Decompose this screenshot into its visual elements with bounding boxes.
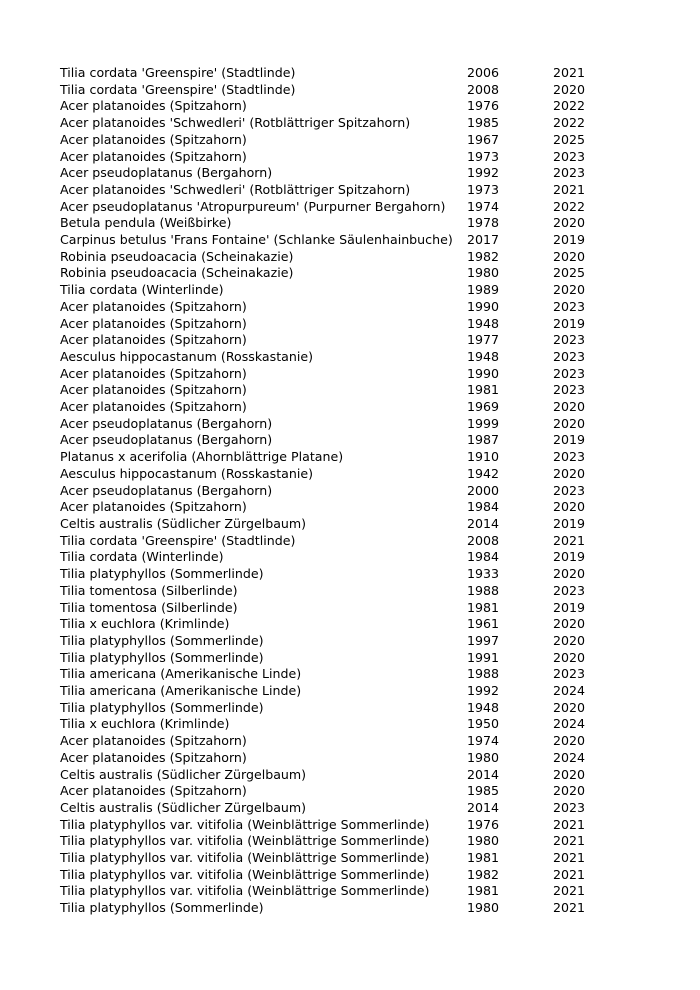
species-cell: Tilia platyphyllos var. vitifolia (Weinblättrige Sommerlinde)	[60, 816, 430, 832]
table-row	[60, 366, 613, 383]
species-cell: Acer platanoides (Spitzahorn)	[60, 783, 247, 799]
table-row	[60, 850, 613, 867]
year-cell: 2023	[553, 582, 586, 598]
table-row	[60, 733, 613, 750]
year-cell: 2022	[553, 98, 586, 114]
year-cell: 2020	[553, 616, 586, 632]
planted-year-cell: 1948	[467, 348, 500, 364]
species-cell: Acer platanoides (Spitzahorn)	[60, 365, 247, 381]
species-cell: Tilia americana (Amerikanische Linde)	[60, 683, 302, 699]
year-cell: 2020	[553, 699, 586, 715]
table-row	[60, 466, 613, 483]
table-row	[60, 633, 613, 650]
year-cell: 2023	[553, 482, 586, 498]
species-cell: Celtis australis (Südlicher Zürgelbaum)	[60, 515, 307, 531]
year-cell: 2022	[553, 198, 586, 214]
table-row	[60, 616, 613, 633]
planted-year-cell: 1948	[467, 699, 500, 715]
table-row	[60, 432, 613, 449]
species-cell: Tilia tomentosa (Silberlinde)	[60, 582, 238, 598]
table-row	[60, 883, 613, 900]
planted-year-cell: 2014	[467, 766, 500, 782]
species-cell: Celtis australis (Südlicher Zürgelbaum)	[60, 766, 307, 782]
year-cell: 2023	[553, 348, 586, 364]
species-cell: Platanus x acerifolia (Ahornblättrige Platane)	[60, 449, 344, 465]
planted-year-cell: 1948	[467, 315, 500, 331]
table-row	[60, 666, 613, 683]
year-cell: 2020	[553, 215, 586, 231]
table-row	[60, 416, 613, 433]
year-cell: 2020	[553, 399, 586, 415]
planted-year-cell: 1997	[467, 632, 500, 648]
table-row	[60, 199, 613, 216]
year-cell: 2021	[553, 532, 586, 548]
species-cell: Tilia cordata 'Greenspire' (Stadtlinde)	[60, 532, 296, 548]
planted-year-cell: 1992	[467, 165, 500, 181]
planted-year-cell: 1982	[467, 248, 500, 264]
planted-year-cell: 1985	[467, 783, 500, 799]
planted-year-cell: 1976	[467, 98, 500, 114]
year-cell: 2019	[553, 315, 586, 331]
planted-year-cell: 1982	[467, 866, 500, 882]
species-cell: Tilia platyphyllos (Sommerlinde)	[60, 900, 264, 916]
species-cell: Tilia x euchlora (Krimlinde)	[60, 616, 230, 632]
table-row	[60, 98, 613, 115]
table-row	[60, 800, 613, 817]
planted-year-cell: 1910	[467, 449, 500, 465]
table-row	[60, 600, 613, 617]
planted-year-cell: 1981	[467, 883, 500, 899]
year-cell: 2021	[553, 65, 586, 80]
year-cell: 2023	[553, 148, 586, 164]
year-cell: 2020	[553, 566, 586, 582]
year-cell: 2021	[553, 900, 586, 916]
species-cell: Tilia platyphyllos (Sommerlinde)	[60, 699, 264, 715]
year-cell: 2020	[553, 632, 586, 648]
table-row	[60, 767, 613, 784]
table-row	[60, 399, 613, 416]
planted-year-cell: 1989	[467, 282, 500, 298]
planted-year-cell: 1969	[467, 399, 500, 415]
table-row	[60, 583, 613, 600]
species-cell: Tilia americana (Amerikanische Linde)	[60, 666, 302, 682]
species-cell: Acer platanoides 'Schwedleri' (Rotblättriger Spitzahorn)	[60, 115, 411, 131]
planted-year-cell: 1990	[467, 365, 500, 381]
year-cell: 2021	[553, 866, 586, 882]
species-cell: Acer pseudoplatanus (Bergahorn)	[60, 432, 273, 448]
year-cell: 2023	[553, 365, 586, 381]
species-cell: Acer platanoides (Spitzahorn)	[60, 332, 247, 348]
year-cell: 2024	[553, 749, 586, 765]
table-row	[60, 700, 613, 717]
planted-year-cell: 1980	[467, 265, 500, 281]
tree-table-body	[60, 65, 613, 917]
table-row	[60, 650, 613, 667]
planted-year-cell: 1990	[467, 298, 500, 314]
table-row	[60, 382, 613, 399]
planted-year-cell: 2008	[467, 532, 500, 548]
tree-table	[60, 65, 613, 917]
table-row	[60, 132, 613, 149]
species-cell: Acer platanoides 'Schwedleri' (Rotblättriger Spitzahorn)	[60, 181, 411, 197]
year-cell: 2021	[553, 181, 586, 197]
year-cell: 2023	[553, 382, 586, 398]
species-cell: Aesculus hippocastanum (Rosskastanie)	[60, 465, 313, 481]
table-row	[60, 683, 613, 700]
year-cell: 2021	[553, 816, 586, 832]
year-cell: 2020	[553, 81, 586, 97]
year-cell: 2025	[553, 131, 586, 147]
planted-year-cell: 2000	[467, 482, 500, 498]
species-cell: Tilia platyphyllos (Sommerlinde)	[60, 632, 264, 648]
species-cell: Tilia platyphyllos var. vitifolia (Weinblättrige Sommerlinde)	[60, 833, 430, 849]
planted-year-cell: 1973	[467, 148, 500, 164]
year-cell: 2021	[553, 833, 586, 849]
planted-year-cell: 1950	[467, 716, 500, 732]
table-row	[60, 249, 613, 266]
species-cell: Acer platanoides (Spitzahorn)	[60, 148, 247, 164]
planted-year-cell: 1974	[467, 198, 500, 214]
planted-year-cell: 1977	[467, 332, 500, 348]
table-row	[60, 349, 613, 366]
planted-year-cell: 1933	[467, 566, 500, 582]
table-row	[60, 265, 613, 282]
year-cell: 2020	[553, 499, 586, 515]
planted-year-cell: 1988	[467, 666, 500, 682]
table-row	[60, 149, 613, 166]
table-row	[60, 716, 613, 733]
year-cell: 2019	[553, 599, 586, 615]
species-cell: Tilia platyphyllos var. vitifolia (Weinblättrige Sommerlinde)	[60, 883, 430, 899]
table-row	[60, 449, 613, 466]
year-cell: 2023	[553, 449, 586, 465]
planted-year-cell: 1961	[467, 616, 500, 632]
species-cell: Tilia tomentosa (Silberlinde)	[60, 599, 238, 615]
table-row	[60, 316, 613, 333]
planted-year-cell: 2017	[467, 232, 500, 248]
species-cell: Celtis australis (Südlicher Zürgelbaum)	[60, 799, 307, 815]
table-row	[60, 232, 613, 249]
planted-year-cell: 2008	[467, 81, 500, 97]
table-row	[60, 817, 613, 834]
year-cell: 2019	[553, 232, 586, 248]
species-cell: Tilia platyphyllos var. vitifolia (Weinblättrige Sommerlinde)	[60, 866, 430, 882]
year-cell: 2020	[553, 649, 586, 665]
table-row	[60, 115, 613, 132]
planted-year-cell: 1974	[467, 733, 500, 749]
species-cell: Acer platanoides (Spitzahorn)	[60, 749, 247, 765]
planted-year-cell: 1976	[467, 816, 500, 832]
year-cell: 2023	[553, 332, 586, 348]
table-row	[60, 783, 613, 800]
planted-year-cell: 1992	[467, 683, 500, 699]
species-cell: Acer platanoides (Spitzahorn)	[60, 98, 247, 114]
species-cell: Tilia platyphyllos var. vitifolia (Weinblättrige Sommerlinde)	[60, 850, 430, 866]
planted-year-cell: 2014	[467, 799, 500, 815]
table-row	[60, 833, 613, 850]
year-cell: 2019	[553, 515, 586, 531]
table-row	[60, 900, 613, 917]
planted-year-cell: 1981	[467, 599, 500, 615]
species-cell: Acer pseudoplatanus (Bergahorn)	[60, 482, 273, 498]
species-cell: Tilia cordata (Winterlinde)	[60, 282, 224, 298]
year-cell: 2023	[553, 298, 586, 314]
year-cell: 2023	[553, 799, 586, 815]
species-cell: Acer platanoides (Spitzahorn)	[60, 399, 247, 415]
planted-year-cell: 1973	[467, 181, 500, 197]
planted-year-cell: 1999	[467, 415, 500, 431]
table-row	[60, 499, 613, 516]
year-cell: 2024	[553, 683, 586, 699]
planted-year-cell: 1980	[467, 833, 500, 849]
year-cell: 2020	[553, 783, 586, 799]
species-cell: Betula pendula (Weißbirke)	[60, 215, 232, 231]
year-cell: 2020	[553, 465, 586, 481]
planted-year-cell: 1984	[467, 499, 500, 515]
species-cell: Acer platanoides (Spitzahorn)	[60, 382, 247, 398]
table-row	[60, 332, 613, 349]
planted-year-cell: 1987	[467, 432, 500, 448]
year-cell: 2023	[553, 666, 586, 682]
species-cell: Acer platanoides (Spitzahorn)	[60, 733, 247, 749]
table-row	[60, 65, 613, 82]
table-row	[60, 549, 613, 566]
species-cell: Robinia pseudoacacia (Scheinakazie)	[60, 248, 294, 264]
year-cell: 2021	[553, 883, 586, 899]
planted-year-cell: 1985	[467, 115, 500, 131]
table-row	[60, 215, 613, 232]
planted-year-cell: 1984	[467, 549, 500, 565]
species-cell: Tilia cordata (Winterlinde)	[60, 549, 224, 565]
species-cell: Tilia platyphyllos (Sommerlinde)	[60, 566, 264, 582]
planted-year-cell: 1942	[467, 465, 500, 481]
species-cell: Acer pseudoplatanus (Bergahorn)	[60, 165, 273, 181]
planted-year-cell: 1978	[467, 215, 500, 231]
species-cell: Acer platanoides (Spitzahorn)	[60, 315, 247, 331]
year-cell: 2023	[553, 165, 586, 181]
table-row	[60, 82, 613, 99]
species-cell: Acer platanoides (Spitzahorn)	[60, 499, 247, 515]
year-cell: 2020	[553, 415, 586, 431]
year-cell: 2024	[553, 716, 586, 732]
species-cell: Tilia x euchlora (Krimlinde)	[60, 716, 230, 732]
year-cell: 2020	[553, 766, 586, 782]
table-row	[60, 165, 613, 182]
planted-year-cell: 1980	[467, 900, 500, 916]
table-row	[60, 750, 613, 767]
species-cell: Carpinus betulus 'Frans Fontaine' (Schlanke Säulenhainbuche)	[60, 232, 453, 248]
year-cell: 2025	[553, 265, 586, 281]
year-cell: 2019	[553, 549, 586, 565]
year-cell: 2020	[553, 248, 586, 264]
species-cell: Acer pseudoplatanus (Bergahorn)	[60, 415, 273, 431]
table-row	[60, 867, 613, 884]
species-cell: Tilia cordata 'Greenspire' (Stadtlinde)	[60, 65, 296, 80]
table-row	[60, 533, 613, 550]
planted-year-cell: 2014	[467, 515, 500, 531]
year-cell: 2019	[553, 432, 586, 448]
table-row	[60, 516, 613, 533]
planted-year-cell: 1980	[467, 749, 500, 765]
table-row	[60, 282, 613, 299]
species-cell: Acer platanoides (Spitzahorn)	[60, 298, 247, 314]
species-cell: Acer platanoides (Spitzahorn)	[60, 131, 247, 147]
year-cell: 2020	[553, 733, 586, 749]
table-row	[60, 182, 613, 199]
table-row	[60, 483, 613, 500]
planted-year-cell: 1981	[467, 850, 500, 866]
planted-year-cell: 1967	[467, 131, 500, 147]
planted-year-cell: 1988	[467, 582, 500, 598]
species-cell: Tilia platyphyllos (Sommerlinde)	[60, 649, 264, 665]
planted-year-cell: 1981	[467, 382, 500, 398]
year-cell: 2021	[553, 850, 586, 866]
species-cell: Tilia cordata 'Greenspire' (Stadtlinde)	[60, 81, 296, 97]
table-row	[60, 299, 613, 316]
table-row	[60, 566, 613, 583]
species-cell: Acer pseudoplatanus 'Atropurpureum' (Purpurner Bergahorn)	[60, 198, 446, 214]
year-cell: 2022	[553, 115, 586, 131]
species-cell: Robinia pseudoacacia (Scheinakazie)	[60, 265, 294, 281]
species-cell: Aesculus hippocastanum (Rosskastanie)	[60, 348, 313, 364]
planted-year-cell: 1991	[467, 649, 500, 665]
year-cell: 2020	[553, 282, 586, 298]
planted-year-cell: 2006	[467, 65, 500, 80]
